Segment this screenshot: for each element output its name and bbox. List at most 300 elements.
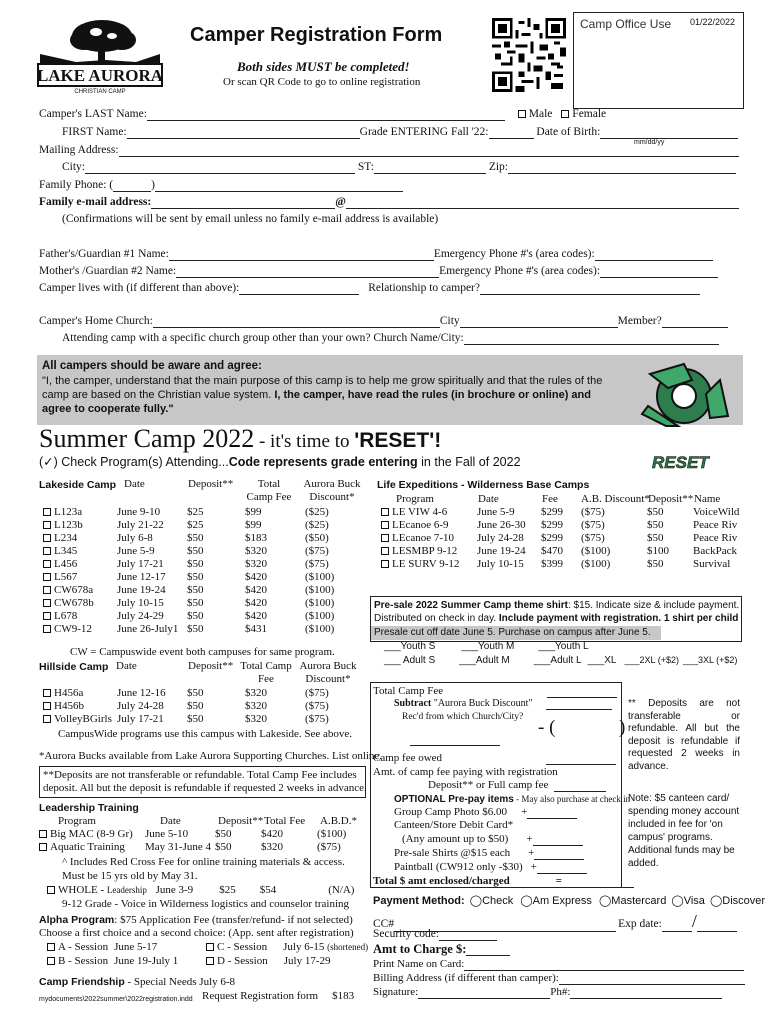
agreement-line-2: camp are based on the Christian value system. I, the camper, have read the rules (in brochure or online) and [42, 389, 591, 401]
lakeside-col-date: Date [124, 478, 145, 490]
lakeside-cell: L345 [54, 545, 78, 557]
lakeside-row [43, 584, 365, 597]
print-name-row: Print Name on Card: [373, 958, 744, 971]
member-field[interactable] [662, 327, 728, 328]
leadership-checkbox[interactable] [39, 843, 47, 851]
lakeside-row [43, 571, 365, 584]
deposit-policy-note: ** Deposits are not transferable or refundable. All but the deposit is refundable if requested 2 weeks in advance. [628, 698, 740, 772]
life-cell: $50 [647, 558, 664, 570]
lakeside-cell: $99 [245, 519, 262, 531]
signature-row: Signature: Ph#: [373, 986, 722, 999]
father-row [39, 248, 713, 261]
print-name-field[interactable] [464, 970, 744, 971]
male-checkbox[interactable] [518, 110, 526, 118]
camp-friendship-line: Camp Friendship - Special Needs July 6-8 [39, 976, 236, 988]
life-expeditions-heading: Life Expeditions - Wilderness Base Camps [377, 479, 590, 491]
life-cell: $299 [541, 519, 563, 531]
st-field[interactable] [374, 173, 486, 174]
church-field[interactable] [153, 327, 440, 328]
qr-note: Or scan QR Code to go to online registration [223, 76, 421, 88]
lakeside-checkbox[interactable] [43, 599, 51, 607]
lakeside-cell: $420 [245, 571, 267, 583]
youth-s-option[interactable]: ___Youth S [384, 641, 436, 652]
adult-l-option[interactable]: ___Adult L [533, 655, 582, 666]
life-col-date: Date [478, 493, 499, 505]
member-label: Member? [617, 315, 662, 327]
lakeside-cell: June 19-24 [117, 584, 166, 596]
lakeside-cell: July 24-29 [117, 610, 164, 622]
lakeside-col-discount: Aurora Buck Discount* [303, 478, 361, 503]
summer-camp-title: Summer Camp 2022 - it's time to 'RESET'! [39, 424, 442, 453]
lakeside-cell: CW9-12 [54, 623, 92, 635]
exp-month-field[interactable] [662, 931, 692, 932]
life-col-name: Name [694, 493, 721, 505]
leadership-row [39, 828, 377, 841]
lakeside-checkbox[interactable] [43, 521, 51, 529]
life-col-discount: A.B. Discount* [581, 493, 650, 505]
shirt-cutoff: Presale cut off date June 5. Purchase on campus after June 5. [371, 626, 661, 640]
hillside-cell: H456a [54, 687, 84, 699]
last-name-field[interactable] [147, 120, 505, 121]
adult-m-option[interactable]: ___Adult M [459, 655, 510, 666]
life-checkbox[interactable] [381, 547, 389, 555]
life-checkbox[interactable] [381, 508, 389, 516]
request-form-note: Request Registration form $183 [202, 990, 355, 1002]
billing-field[interactable] [559, 984, 745, 985]
phone-field[interactable] [155, 191, 403, 192]
hillside-checkbox[interactable] [43, 715, 51, 723]
mailing-field[interactable] [119, 156, 739, 157]
email-user-field[interactable] [151, 208, 335, 209]
life-cell: LEcanoe 6-9 [392, 519, 449, 531]
lakeside-checkbox[interactable] [43, 612, 51, 620]
paren: ) [151, 179, 155, 191]
father-label: Father's/Guardian #1 Name: [39, 248, 169, 260]
session-a-checkbox[interactable] [47, 943, 55, 951]
footer-path: mydocuments\2022summer\2022registration.indd [39, 996, 193, 1003]
shirt-line-1: Pre-sale 2022 Summer Camp theme shirt: $15. Indicate size & include payment. [374, 600, 740, 611]
lakeside-cell: $50 [187, 623, 204, 635]
leadership-col-program: Program [58, 815, 96, 827]
life-row [381, 519, 743, 532]
shirt-adult-sizes [384, 655, 737, 667]
city-field[interactable] [85, 173, 355, 174]
last-name-label: Camper's LAST Name: [39, 108, 147, 120]
billing-row: Billing Address (if different than camper): [373, 972, 745, 985]
whole-checkbox[interactable] [47, 886, 55, 894]
group-photo-field[interactable] [527, 818, 577, 819]
form-date: 01/22/2022 [689, 17, 735, 27]
hillside-cell: $320 [245, 700, 267, 712]
svg-text:CHRISTIAN CAMP: CHRISTIAN CAMP [74, 89, 126, 95]
lakeside-cell: $50 [187, 545, 204, 557]
lakeside-cell: L456 [54, 558, 78, 570]
pay-visa-option[interactable]: Visa [683, 895, 705, 907]
life-cell: LE VIW 4-6 [392, 506, 448, 518]
office-use-label: Camp Office Use [580, 17, 672, 31]
life-cell: July 10-15 [477, 558, 524, 570]
lakeside-table [43, 506, 365, 636]
first-name-label: FIRST Name: [62, 126, 127, 138]
hillside-checkbox[interactable] [43, 689, 51, 697]
lakeside-checkbox[interactable] [43, 508, 51, 516]
lakeside-cell: $50 [187, 610, 204, 622]
email-note: (Confirmations will be sent by email unless no family e-mail address is available) [62, 213, 439, 225]
lakeside-cell: $320 [245, 545, 267, 557]
camp-office-use-box [573, 12, 744, 109]
alpha-session-a: A - Session June 5-17 [47, 941, 157, 954]
phone-row [39, 179, 403, 192]
lakeside-row [43, 610, 365, 623]
lakeside-cell: ($25) [305, 506, 329, 518]
lakeside-cell: $183 [245, 532, 267, 544]
lakeside-cell: L234 [54, 532, 78, 544]
pay-check-option[interactable]: Check [482, 895, 514, 907]
lakeside-checkbox[interactable] [43, 586, 51, 594]
pay-amex-option[interactable]: Am Express [532, 895, 592, 907]
leadership-cell: $50 [215, 828, 232, 840]
email-label: Family e-mail address: [39, 196, 152, 208]
lakeside-cell: ($75) [305, 558, 329, 570]
father-field[interactable] [169, 260, 434, 261]
lakeside-cell: $99 [245, 506, 262, 518]
red-cross-note: ^ Includes Red Cross Fee for online training materials & access. [62, 856, 345, 868]
lakeside-row [43, 506, 365, 519]
recycle-arrows-icon [628, 360, 740, 430]
leadership-cell: $50 [215, 841, 232, 853]
lakeside-row [43, 558, 365, 571]
life-cell: ($75) [581, 532, 605, 544]
agreement-heading: All campers should be aware and agree: [42, 360, 262, 372]
campuswide-note: CampusWide programs use this campus with Lakeside. See above. [58, 728, 353, 740]
reset-logo: RESET [652, 453, 709, 472]
lakeside-cell: ($100) [305, 597, 335, 609]
lakeside-col-deposit: Deposit** [188, 478, 234, 490]
qr-code[interactable] [492, 18, 566, 92]
leadership-checkbox[interactable] [39, 830, 47, 838]
leadership-cell: June 5-10 [145, 828, 189, 840]
lakeside-row [43, 623, 365, 636]
lakeside-cell: July 10-15 [117, 597, 164, 609]
recd-from-label: Rec'd from which Church/City? [402, 712, 524, 722]
life-col-fee: Fee [542, 493, 558, 505]
life-cell: $50 [647, 506, 664, 518]
lakeside-col-total: Total Camp Fee [246, 478, 292, 503]
life-checkbox[interactable] [381, 560, 389, 568]
hillside-cell: $320 [245, 687, 267, 699]
life-col-program: Program [396, 493, 434, 505]
grade-label: Grade ENTERING Fall '22: [359, 126, 489, 138]
camp-fee-owed-field[interactable] [546, 764, 616, 765]
camp-fee-owed-row: Camp fee owed [373, 752, 616, 765]
xl-option[interactable]: ___XL [587, 655, 617, 666]
hillside-col-discount: Aurora Buck Discount* [299, 660, 357, 685]
hillside-row [43, 713, 365, 726]
leadership-cell: ($75) [317, 841, 341, 853]
pay-discover-option[interactable]: Discover [722, 895, 766, 907]
deposit-note-line-1: **Deposits are not transferable or refundable. Total Camp Fee includes [43, 769, 357, 781]
lakeside-cell: ($50) [305, 532, 329, 544]
security-row: Security code: [373, 928, 497, 941]
life-cell: June 5-9 [477, 506, 515, 518]
life-table [381, 506, 743, 571]
emergency-phone-field-2[interactable] [600, 277, 718, 278]
lakeside-cell: $420 [245, 584, 267, 596]
total-amount-field[interactable] [562, 887, 634, 888]
lakeside-cell: June 9-10 [117, 506, 161, 518]
lakeside-cell: $25 [187, 519, 204, 531]
canteen-note: Note: $5 canteen card/ spending money account included in fee for 'on campus' programs. Additional funds may be added. [628, 793, 740, 869]
youth-m-option[interactable]: ___Youth M [461, 641, 515, 652]
hillside-cell: July 17-21 [117, 713, 164, 725]
lakeside-row [43, 545, 365, 558]
lakeside-cell: $50 [187, 571, 204, 583]
cw-note: CW = Campuswide event both campuses for same program. [70, 646, 335, 658]
life-cell: LE SURV 9-12 [392, 558, 460, 570]
dob-hint: mm/dd/yy [634, 139, 665, 146]
hillside-cell: $50 [187, 713, 204, 725]
2xl-option[interactable]: ___2XL (+$2) [624, 655, 679, 665]
life-cell: ($100) [581, 558, 611, 570]
lakeside-cell: L678 [54, 610, 78, 622]
hillside-cell: $50 [187, 687, 204, 699]
canteen-field[interactable] [533, 845, 583, 846]
lakeside-cell: CW678a [54, 584, 94, 596]
lakeside-cell: $50 [187, 584, 204, 596]
life-cell: LESMBP 9-12 [392, 545, 458, 557]
lakeside-cell: ($100) [305, 571, 335, 583]
shirts-row: Pre-sale Shirts @$15 each + [394, 847, 584, 860]
lives-with-field[interactable] [239, 294, 359, 295]
lakeside-cell: CW678b [54, 597, 94, 609]
lives-with-label: Camper lives with (if different than above): [39, 282, 240, 294]
hillside-cell: June 12-16 [117, 687, 166, 699]
email-row [39, 196, 739, 209]
female-label: Female [572, 108, 607, 120]
life-col-deposit: Deposit** [648, 493, 694, 505]
leadership-row [39, 841, 377, 854]
agreement-line-1: "I, the camper, understand that the main purpose of this camp is to help me grow spiritually and that the rules of the [42, 375, 603, 387]
lakeside-cell: July 6-8 [117, 532, 153, 544]
charge-row: Amt to Charge $: [373, 942, 510, 956]
youth-l-option[interactable]: ___Youth L [538, 641, 589, 652]
lakeside-checkbox[interactable] [43, 573, 51, 581]
shirt-youth-sizes [384, 641, 589, 653]
life-row [381, 506, 743, 519]
life-cell: ($75) [581, 506, 605, 518]
group-photo-row: Group Camp Photo $6.00 + [394, 806, 577, 819]
lakeside-cell: $50 [187, 532, 204, 544]
church-label: Camper's Home Church: [39, 315, 153, 327]
session-c-checkbox[interactable] [206, 943, 214, 951]
emergency-phone-label-2: Emergency Phone #'s (area codes): [439, 265, 601, 277]
church-row [39, 315, 728, 328]
paintball-row: Paintball (CW912 only -$30) + [394, 861, 587, 874]
life-cell: Peace Riv [693, 532, 738, 544]
leadership-cell: $320 [261, 841, 283, 853]
leadership-col-abd: A.B.D.* [320, 815, 357, 827]
optional-prepay-heading: OPTIONAL Pre-pay items - May also purchase at check in [394, 794, 631, 805]
hillside-row [43, 700, 365, 713]
church-city-field[interactable] [460, 327, 618, 328]
life-cell: ($100) [581, 545, 611, 557]
lakeside-cell: July 21-22 [117, 519, 164, 531]
agreement-line-3: agree to cooperate fully." [42, 403, 174, 415]
lakeside-cell: $420 [245, 597, 267, 609]
leadership-col-deposit: Deposit** [218, 815, 264, 827]
deposit-full-field[interactable] [554, 791, 606, 792]
emergency-phone-field-1[interactable] [595, 260, 713, 261]
lakeside-cell: ($100) [305, 623, 335, 635]
alpha-session-b: B - Session June 19-July 1 [47, 955, 178, 968]
grade-field[interactable] [489, 138, 534, 139]
life-row [381, 545, 743, 558]
hillside-row [43, 687, 365, 700]
alpha-choose: Choose a first choice and a second choice: (App. sent after registration) [39, 927, 354, 939]
lakeside-cell: June 12-17 [117, 571, 166, 583]
lakeside-cell: $420 [245, 610, 267, 622]
church-city-label: City [439, 315, 460, 327]
mother-label: Mother's /Guardian #2 Name: [39, 265, 177, 277]
life-cell: $50 [647, 532, 664, 544]
lakeside-cell: ($100) [305, 610, 335, 622]
life-row [381, 558, 743, 571]
phone-label: Family Phone: ( [39, 179, 114, 191]
life-cell: ($75) [581, 519, 605, 531]
lakeside-checkbox[interactable] [43, 625, 51, 633]
hillside-cell: July 24-28 [117, 700, 164, 712]
hillside-cell: VolleyBGirls [54, 713, 112, 725]
city-label: City: [62, 161, 86, 173]
life-cell: $299 [541, 506, 563, 518]
leadership-cell: May 31-June 4 [145, 841, 211, 853]
session-d-checkbox[interactable] [206, 957, 214, 965]
city-row [62, 161, 736, 174]
3xl-option[interactable]: ___3XL (+$2) [682, 655, 738, 665]
male-label: Male [528, 108, 553, 120]
ph-field[interactable] [570, 998, 722, 999]
lakeside-checkbox[interactable] [43, 560, 51, 568]
leadership-col-total: Total Fee [264, 815, 306, 827]
mother-field[interactable] [176, 277, 439, 278]
life-cell: $470 [541, 545, 563, 557]
first-name-field[interactable] [127, 138, 360, 139]
dob-field[interactable] [600, 138, 738, 139]
hillside-heading: Hillside Camp [39, 661, 109, 673]
hillside-checkbox[interactable] [43, 702, 51, 710]
shirts-field[interactable] [534, 859, 584, 860]
lakeside-cell: L123b [54, 519, 83, 531]
exp-year-field[interactable] [697, 931, 737, 932]
subtract-field[interactable] [546, 709, 612, 710]
lakeside-cell: ($75) [305, 545, 329, 557]
last-name-row [39, 108, 606, 121]
payment-method-row: Payment Method: ◯Check ◯Am Express ◯Mastercard ◯Visa ◯Discover [373, 895, 766, 907]
relationship-label: Relationship to camper? [368, 282, 480, 294]
shirt-line-2: Distributed on check in day. Include payment with registration. 1 shirt per child [374, 613, 739, 624]
zip-field[interactable] [508, 173, 736, 174]
hillside-col-date: Date [116, 660, 137, 672]
lakeside-row [43, 597, 365, 610]
life-checkbox[interactable] [381, 534, 389, 542]
church-group-row [62, 332, 719, 345]
lakeside-cell: L567 [54, 571, 78, 583]
form-title: Camper Registration Form [190, 24, 443, 46]
life-cell: July 24-28 [477, 532, 524, 544]
deposit-full-row: Deposit** or Full camp fee [428, 779, 606, 792]
life-cell: Survival [693, 558, 731, 570]
lakeside-cell: June 26-July1 [117, 623, 179, 635]
hillside-cell: ($75) [305, 687, 329, 699]
lakeside-checkbox[interactable] [43, 534, 51, 542]
hillside-col-deposit: Deposit** [188, 660, 234, 672]
aurora-bucks-note: *Aurora Bucks available from Lake Aurora Supporting Churches. List online. [39, 750, 383, 762]
lakeside-cell: $50 [187, 558, 204, 570]
relationship-field[interactable] [480, 294, 700, 295]
session-b-checkbox[interactable] [47, 957, 55, 965]
church-group-field[interactable] [464, 344, 719, 345]
voice-wilderness-note: 9-12 Grade - Voice in Wilderness logistics and counselor training [62, 898, 350, 910]
check-programs-line: (✓) Check Program(s) Attending...Code represents grade entering in the Fall of 2022 [39, 455, 521, 469]
subtract-row: Subtract "Aurora Buck Discount" [394, 698, 612, 710]
area-code-field[interactable] [113, 191, 151, 192]
alpha-line: Alpha Program: $75 Application Fee (transfer/refund- if not selected) [39, 914, 353, 926]
canteen-row: (Any amount up to $50) + [402, 833, 583, 846]
hillside-cell: $320 [245, 713, 267, 725]
age-note: Must be 15 yrs old by May 31. [62, 870, 198, 882]
alpha-session-d: D - Session July 17-29 [206, 955, 330, 968]
lakeside-checkbox[interactable] [43, 547, 51, 555]
charge-amount-field[interactable] [466, 955, 510, 956]
st-label: ST: [357, 161, 374, 173]
lakeside-cell: ($100) [305, 584, 335, 596]
adult-s-option[interactable]: ___ Adult S [384, 655, 436, 666]
total-amount-row: Total $ amt enclosed/charged = [373, 875, 634, 888]
church-group-label: Attending camp with a specific church group other than your own? Church Name/City: [62, 332, 464, 344]
life-cell: June 19-24 [477, 545, 526, 557]
amt-paying-label: Amt. of camp fee paying with registration [373, 766, 558, 778]
mailing-row [39, 144, 739, 157]
female-checkbox[interactable] [561, 110, 569, 118]
leadership-col-date: Date [160, 815, 181, 827]
both-sides-note: Both sides MUST be completed! [237, 59, 410, 74]
life-cell: Peace Riv [693, 519, 738, 531]
whole-row: WHOLE - Leadership June 3-9 $25 $54 (N/A) [47, 884, 354, 897]
recd-church-field[interactable] [410, 733, 500, 746]
leadership-cell: $420 [261, 828, 283, 840]
lakeside-row [43, 519, 365, 532]
leadership-cell: ($100) [317, 828, 347, 840]
svg-text:LAKE AURORA: LAKE AURORA [36, 66, 164, 85]
life-cell: BackPack [693, 545, 737, 557]
life-checkbox[interactable] [381, 521, 389, 529]
paintball-field[interactable] [537, 873, 587, 874]
pay-mastercard-option[interactable]: Mastercard [611, 895, 667, 907]
signature-field[interactable] [418, 998, 550, 999]
mother-row [39, 265, 718, 278]
life-cell: $100 [647, 545, 669, 557]
email-domain-field[interactable] [346, 208, 739, 209]
lakeside-cell: $25 [187, 506, 204, 518]
lakeside-cell: $320 [245, 558, 267, 570]
deposit-policy-box [39, 766, 366, 798]
total-camp-fee-row: Total Camp Fee [373, 685, 617, 698]
life-cell: LEcanoe 7-10 [392, 532, 454, 544]
minus-paren: - ( [538, 717, 556, 738]
cc-row: CC# Exp date: / [373, 911, 737, 932]
lakeside-cell: June 5-9 [117, 545, 155, 557]
hillside-cell: ($75) [305, 700, 329, 712]
